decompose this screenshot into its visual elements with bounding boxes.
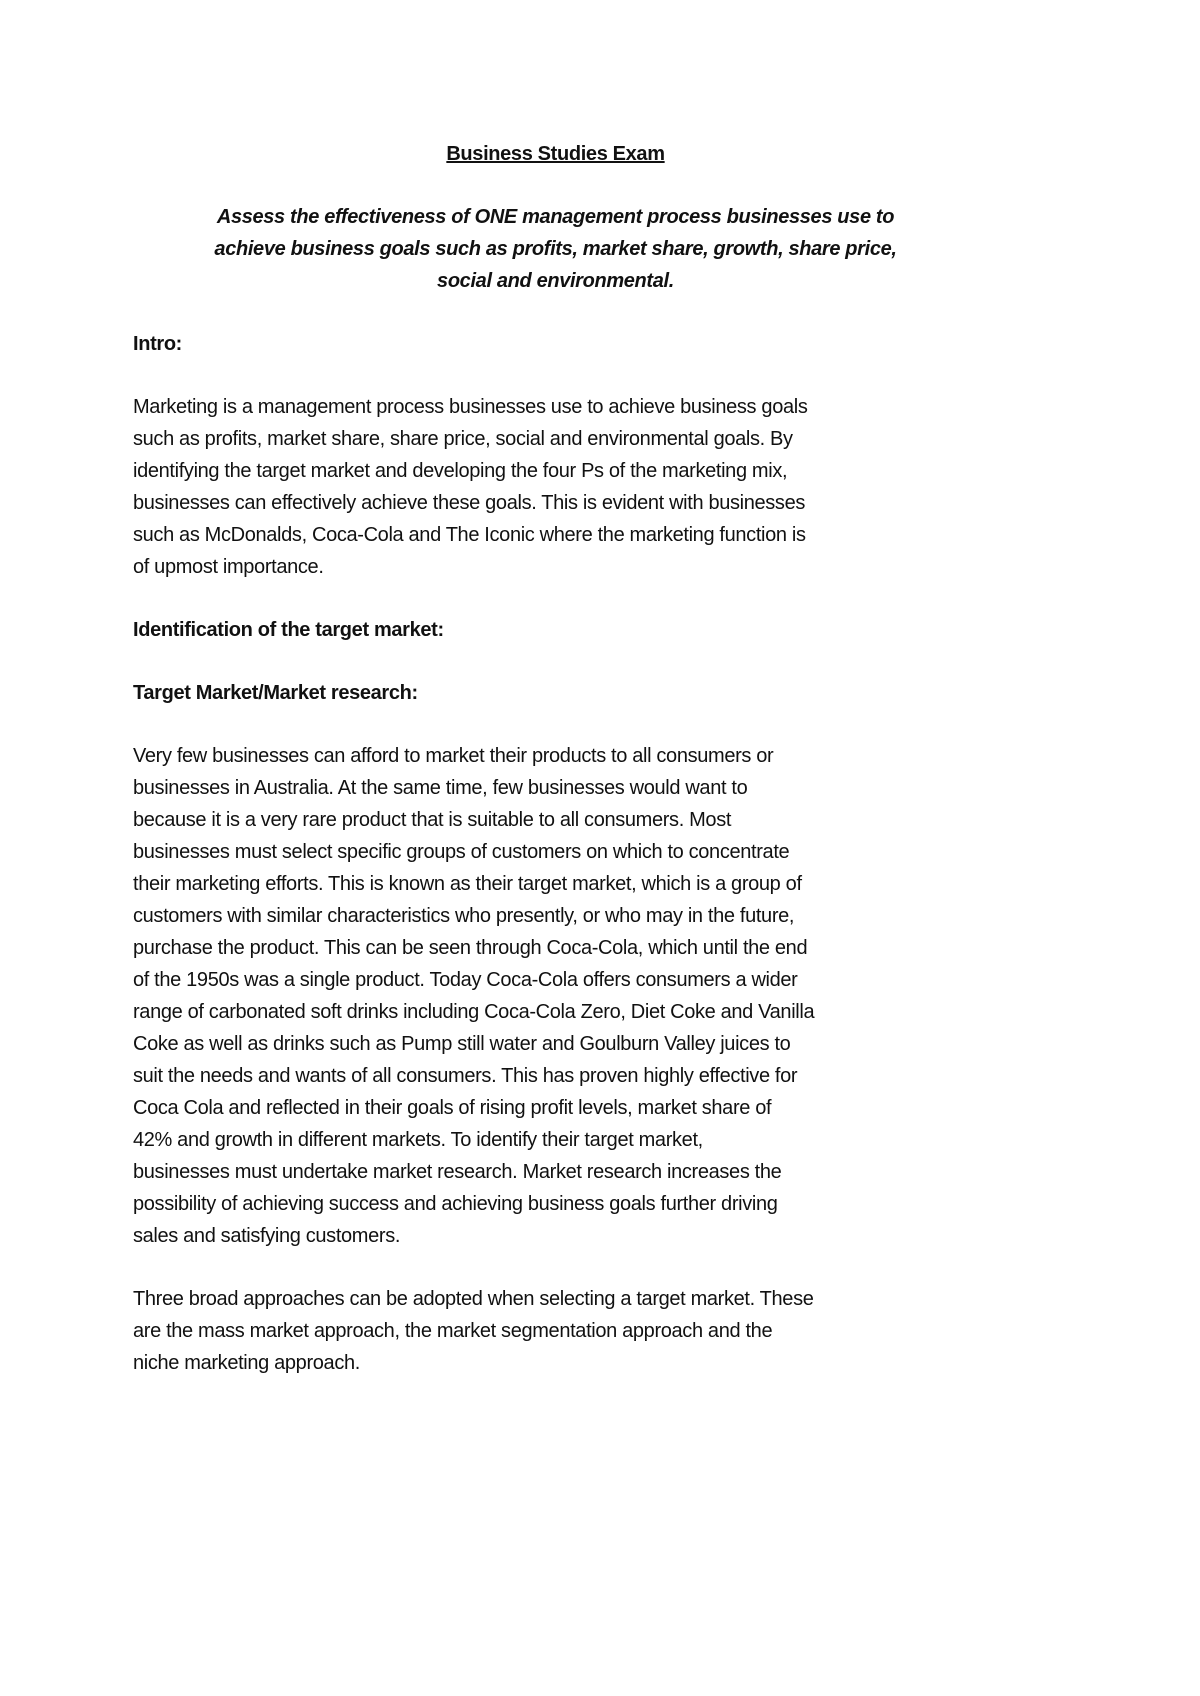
paragraph-line: businesses must undertake market research. Market research increases the (133, 1161, 782, 1183)
paragraph-line: are the mass market approach, the market segmentation approach and the (133, 1320, 773, 1342)
target-market-paragraph (133, 740, 1003, 1252)
paragraph-line: customers with similar characteristics who presently, or who may in the future, (133, 905, 795, 927)
question-line: social and environmental. (437, 270, 674, 292)
paragraph-line: Marketing is a management process businesses use to achieve business goals (133, 396, 808, 418)
paragraph-line: range of carbonated soft drinks including Coca-Cola Zero, Diet Coke and Vanilla (133, 1001, 815, 1023)
paragraph-line: Very few businesses can afford to market their products to all consumers or (133, 745, 774, 767)
paragraph-line: because it is a very rare product that is suitable to all consumers. Most (133, 809, 732, 831)
question-line: Assess the effectiveness of ONE management process businesses use to (216, 206, 895, 228)
paragraph-line: possibility of achieving success and achieving business goals further driving (133, 1193, 778, 1215)
paragraph-line: 42% and growth in different markets. To identify their target market, (133, 1129, 703, 1151)
paragraph-line: Three broad approaches can be adopted when selecting a target market. These (133, 1288, 814, 1310)
paragraph-line: sales and satisfying customers. (133, 1225, 401, 1247)
approaches-paragraph (133, 1283, 1003, 1379)
paragraph-line: purchase the product. This can be seen through Coca-Cola, which until the end (133, 937, 808, 959)
paragraph-line: their marketing efforts. This is known as their target market, which is a group of (133, 873, 802, 895)
paragraph-line: of the 1950s was a single product. Today Coca-Cola offers consumers a wider (133, 969, 798, 991)
exam-question (133, 201, 1003, 297)
paragraph-line: such as profits, market share, share price, social and environmental goals. By (133, 428, 793, 450)
paragraph-line: such as McDonalds, Coca-Cola and The Iconic where the marketing function is (133, 524, 806, 546)
document-title: Business Studies Exam (446, 143, 665, 165)
paragraph-line: Coca Cola and reflected in their goals of rising profit levels, market share of (133, 1097, 772, 1119)
paragraph-line: businesses in Australia. At the same time, few businesses would want to (133, 777, 748, 799)
section-heading: Identification of the target market: (133, 619, 444, 641)
question-line: achieve business goals such as profits, market share, growth, share price, (214, 238, 897, 260)
paragraph-line: identifying the target market and developing the four Ps of the marketing mix, (133, 460, 788, 482)
paragraph-line: suit the needs and wants of all consumers. This has proven highly effective for (133, 1065, 798, 1087)
intro-heading: Intro: (133, 333, 182, 355)
paragraph-line: of upmost importance. (133, 556, 324, 578)
intro-paragraph (133, 391, 1003, 583)
paragraph-line: Coke as well as drinks such as Pump still water and Goulburn Valley juices to (133, 1033, 791, 1055)
target-market-heading: Target Market/Market research: (133, 682, 418, 704)
paragraph-line: businesses can effectively achieve these goals. This is evident with businesses (133, 492, 805, 514)
document-page (133, 138, 1003, 1379)
paragraph-line: businesses must select specific groups of customers on which to concentrate (133, 841, 790, 863)
paragraph-line: niche marketing approach. (133, 1352, 360, 1374)
